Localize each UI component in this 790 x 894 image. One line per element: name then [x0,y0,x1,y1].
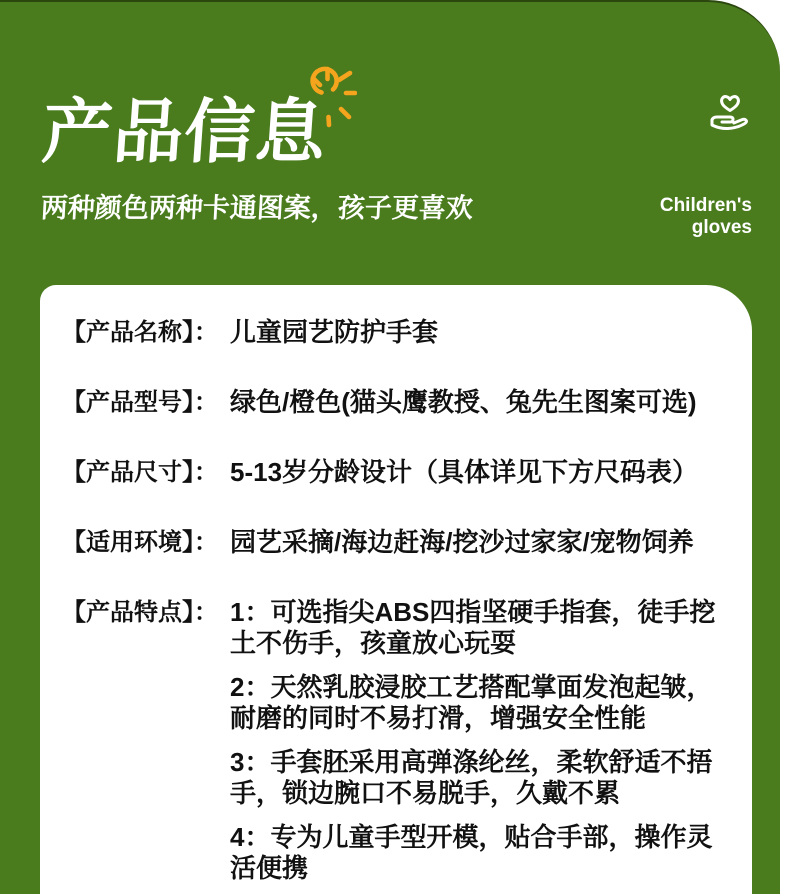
info-value: 儿童园艺防护手套 [230,317,439,347]
feature-item-1: 1：可选指尖ABS四指坚硬手指套，徒手挖土不伤手，孩童放心玩耍 [230,597,716,658]
page-title: 产品信息 [39,93,330,171]
feature-item-4: 4：专为儿童手型开模，贴合手部，操作灵活便携 [230,822,713,883]
tagline-line2: gloves [691,217,752,238]
sun-icon [303,66,357,128]
info-row-usage-environment [62,527,730,558]
info-row-product-name [62,317,730,348]
feature-item-2: 2：天然乳胶浸胶工艺搭配掌面发泡起皱，耐磨的同时不易打滑，增强安全性能 [230,672,713,733]
features-list [230,597,730,884]
subtitle: 两种颜色两种卡通图案，孩子更喜欢 [40,193,474,223]
info-label: 【产品型号】： [62,389,218,416]
product-info-card [40,285,752,894]
tagline-line1: Children's [659,195,752,216]
feature-item-3: 3：手套胚采用高弹涤纶丝，柔软舒适不捂手，锁边腕口不易脱手，久戴不累 [230,747,713,808]
hand-holding-heart-icon [707,89,753,137]
info-row-product-features [62,597,730,884]
info-label: 【产品尺寸】： [62,459,218,486]
tagline-children-gloves [660,195,752,239]
info-label: 【产品名称】： [62,319,218,346]
info-label: 【适用环境】： [62,529,218,556]
info-value: 5-13岁分龄设计（具体详见下方尺码表） [230,457,699,487]
info-row-product-model [62,387,730,418]
info-row-product-size [62,457,730,488]
info-value: 绿色/橙色(猫头鹰教授、兔先生图案可选) [230,387,697,417]
info-label: 【产品特点】： [62,599,218,626]
info-value: 园艺采摘/海边赶海/挖沙过家家/宠物饲养 [230,527,694,557]
